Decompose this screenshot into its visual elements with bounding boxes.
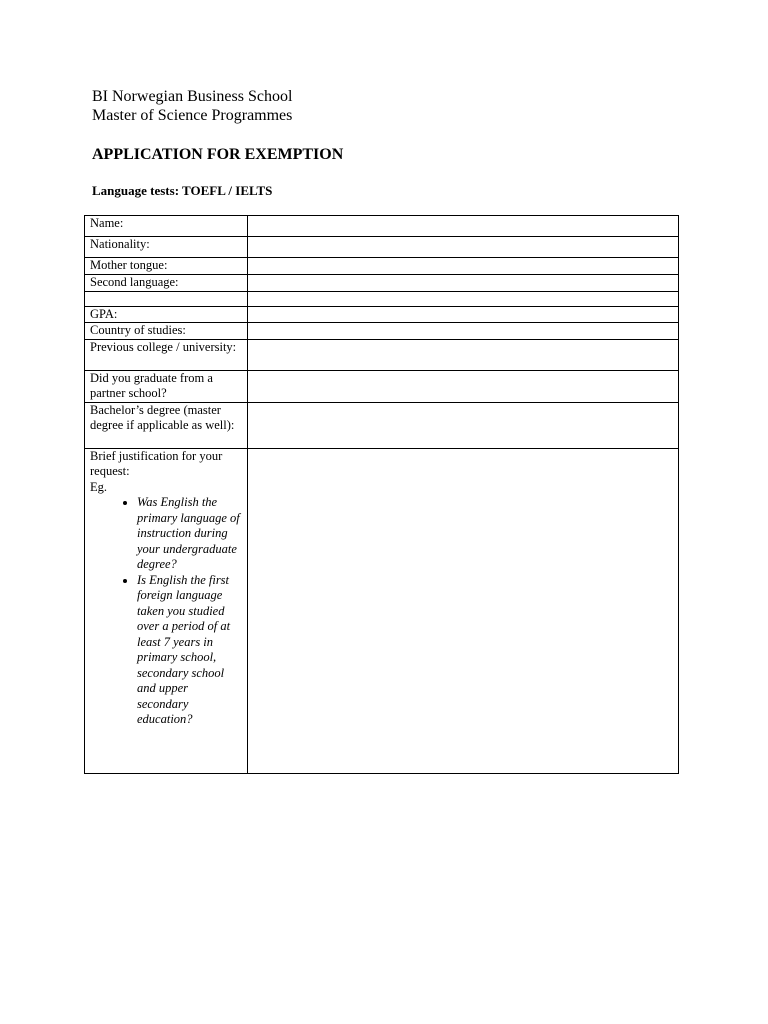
form-row-blank xyxy=(85,291,679,306)
justification-field[interactable] xyxy=(248,448,679,773)
nationality-label: Nationality: xyxy=(85,237,248,258)
form-row-partner-school xyxy=(85,370,679,402)
form-row-gpa xyxy=(85,306,679,323)
country-label: Country of studies: xyxy=(85,323,248,340)
previous-college-field[interactable] xyxy=(248,339,679,370)
mother-tongue-field[interactable] xyxy=(248,258,679,275)
programme-name: Master of Science Programmes xyxy=(92,107,293,124)
bachelor-degree-label: Bachelor’s degree (master degree if applicable as well): xyxy=(85,402,248,448)
example-list xyxy=(90,495,242,728)
nationality-field[interactable] xyxy=(248,237,679,258)
example-item: • Was English the primary language of instruction during your undergraduate degree? xyxy=(137,495,242,573)
second-language-field[interactable] xyxy=(248,274,679,291)
partner-school-field[interactable] xyxy=(248,370,679,402)
document-title: APPLICATION FOR EXEMPTION xyxy=(92,146,344,163)
justification-label: Brief justification for your request: xyxy=(90,448,223,478)
form-row-name xyxy=(85,216,679,237)
form-row-nationality xyxy=(85,237,679,258)
form-row-country xyxy=(85,323,679,340)
name-label: Name: xyxy=(85,216,248,237)
country-field[interactable] xyxy=(248,323,679,340)
partner-school-label: Did you graduate from a partner school? xyxy=(85,370,248,402)
form-row-mother-tongue xyxy=(85,258,679,275)
gpa-label: GPA: xyxy=(85,306,248,323)
example-item: • Is English the first foreign language taken you studied over a period of at least 7 years in primary school, secondary school and upper secondary education? xyxy=(137,573,242,728)
form-row-previous-college xyxy=(85,339,679,370)
blank-label-cell xyxy=(85,291,248,306)
document-subtitle: Language tests: TOEFL / IELTS xyxy=(92,183,273,198)
name-field[interactable] xyxy=(248,216,679,237)
mother-tongue-label: Mother tongue: xyxy=(85,258,248,275)
form-row-second-language xyxy=(85,274,679,291)
bachelor-degree-field[interactable] xyxy=(248,402,679,448)
school-name: BI Norwegian Business School xyxy=(92,88,293,105)
application-form-table xyxy=(84,215,679,774)
form-row-justification xyxy=(85,448,679,773)
example-intro: Eg. xyxy=(90,479,108,494)
previous-college-label: Previous college / university: xyxy=(85,339,248,370)
justification-cell xyxy=(85,448,248,773)
form-row-bachelor xyxy=(85,402,679,448)
second-language-label: Second language: xyxy=(85,274,248,291)
gpa-field[interactable] xyxy=(248,306,679,323)
blank-field[interactable] xyxy=(248,291,679,306)
